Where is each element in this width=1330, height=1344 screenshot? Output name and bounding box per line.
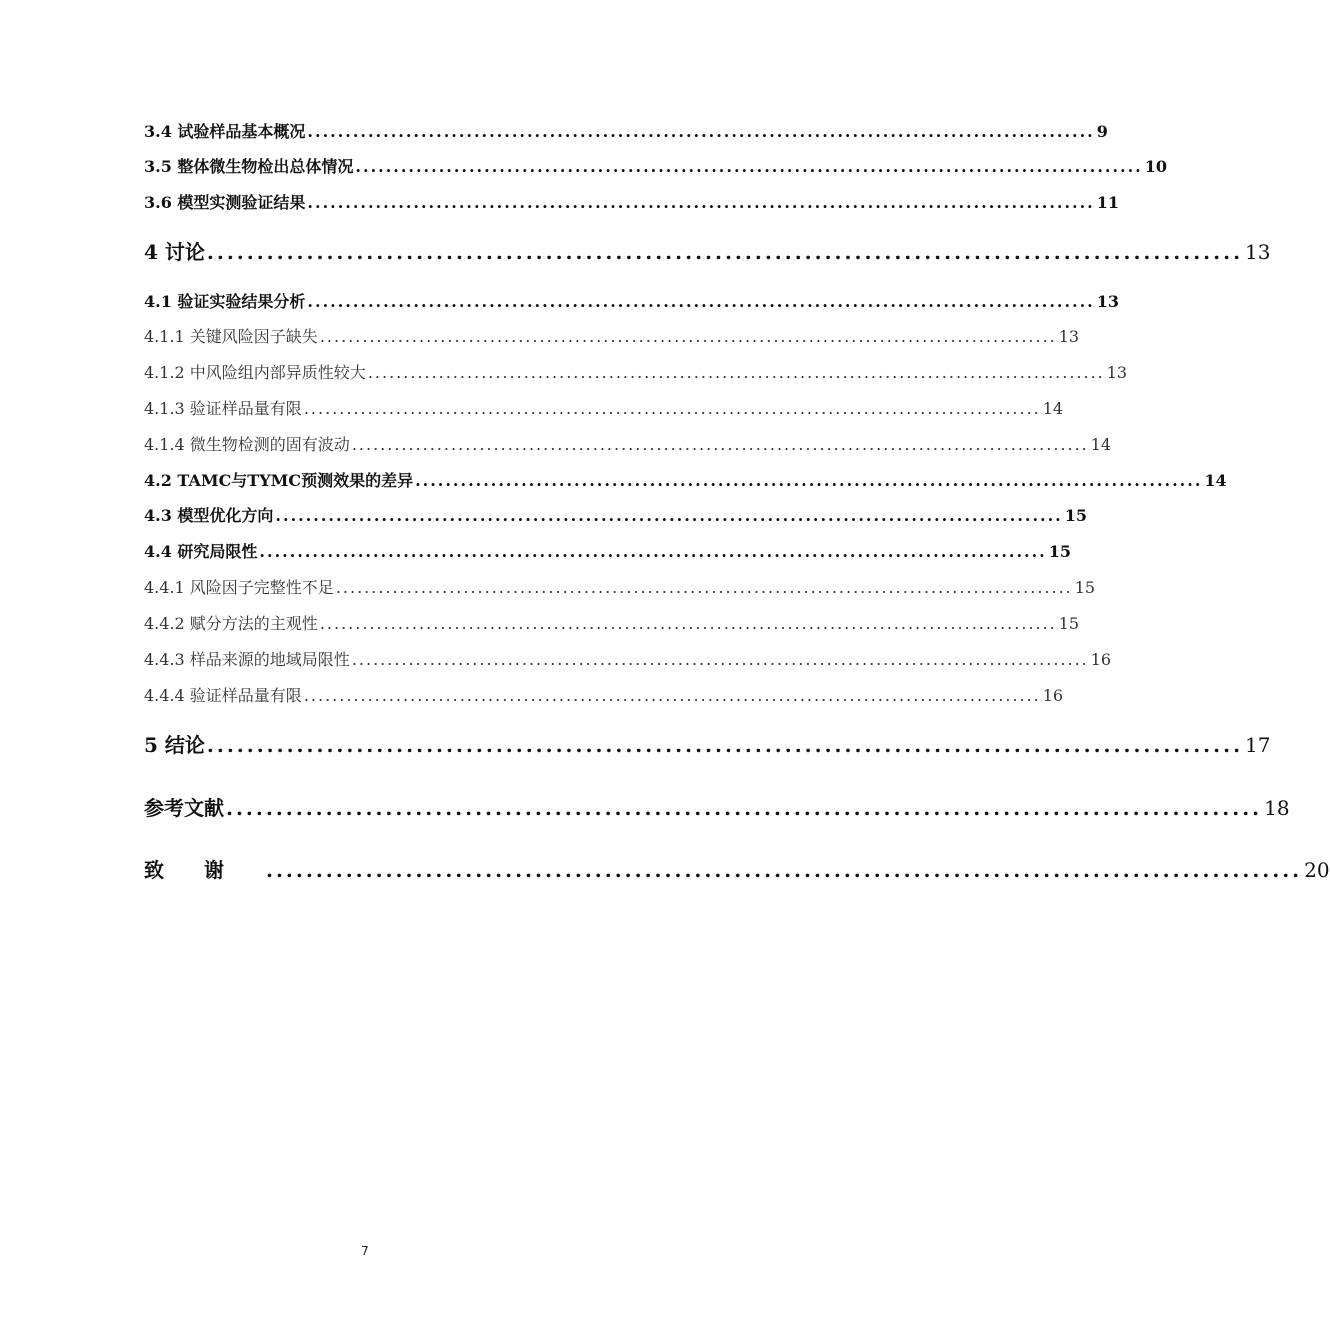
toc-entry[interactable] — [144, 792, 1290, 821]
toc-entry[interactable] — [144, 360, 1128, 383]
toc-title: 4.4 研究局限性 — [144, 542, 258, 561]
toc-page: 15 — [1058, 614, 1080, 633]
dot-leader: ........................................................................................................ — [367, 363, 1105, 382]
toc-page: 11 — [1096, 193, 1119, 212]
toc-title: 5 结论 — [144, 733, 205, 757]
dot-leader: ........................................................................................................ — [307, 122, 1095, 141]
toc-title: 3.6 模型实测验证结果 — [144, 193, 306, 212]
toc-title: 3.5 整体微生物检出总体情况 — [144, 157, 354, 176]
toc-page: 14 — [1204, 471, 1227, 490]
toc-entry[interactable] — [144, 289, 1119, 312]
toc-page: 18 — [1264, 796, 1290, 820]
dot-leader: ........................................................................................................ — [275, 506, 1063, 525]
toc-page: 16 — [1090, 650, 1112, 669]
toc-entry[interactable] — [144, 432, 1112, 455]
toc-title: 4.3 模型优化方向 — [144, 506, 274, 525]
toc-page: 13 — [1106, 363, 1128, 382]
dot-leader: ........................................................................................................ — [303, 686, 1041, 705]
toc-page: 10 — [1144, 157, 1167, 176]
toc-entry[interactable] — [144, 647, 1112, 670]
toc-title: 4.1.1 关键风险因子缺失 — [144, 327, 318, 346]
toc-entry[interactable] — [144, 683, 1064, 706]
toc-entry[interactable] — [144, 396, 1064, 419]
toc-entry[interactable] — [144, 119, 1108, 142]
dot-leader: ........................................................................................................ — [307, 193, 1095, 212]
toc-page: 14 — [1090, 435, 1112, 454]
dot-leader: ........................................................................................................ — [303, 399, 1041, 418]
toc-entry[interactable] — [144, 539, 1071, 562]
toc-title: 4 讨论 — [144, 240, 205, 264]
dot-leader: ........................................................................................................ — [319, 327, 1057, 346]
toc-page: 15 — [1048, 542, 1071, 561]
dot-leader: ........................................................................................................ — [415, 471, 1203, 490]
toc-title: 4.1.4 微生物检测的固有波动 — [144, 435, 350, 454]
toc-title: 4.1.2 中风险组内部异质性较大 — [144, 363, 366, 382]
toc-entry[interactable] — [144, 611, 1080, 634]
toc-title: 4.2 TAMC与TYMC预测效果的差异 — [144, 471, 414, 490]
toc-page: 20 — [1304, 858, 1330, 882]
page-number: 7 — [361, 1244, 369, 1258]
dot-leader: ........................................................................................................ — [259, 542, 1047, 561]
toc-entry[interactable] — [144, 190, 1119, 213]
toc-title: 4.4.4 验证样品量有限 — [144, 686, 302, 705]
toc-entry[interactable] — [144, 854, 1330, 883]
toc-page: 13 — [1245, 240, 1271, 264]
toc-entry[interactable] — [144, 236, 1271, 265]
toc-entry[interactable] — [144, 503, 1087, 526]
toc-title: 4.1.3 验证样品量有限 — [144, 399, 302, 418]
toc-title: 4.4.3 样品来源的地域局限性 — [144, 650, 350, 669]
dot-leader: ........................................................................................................ — [206, 733, 1244, 757]
toc-title: 4.4.1 风险因子完整性不足 — [144, 578, 334, 597]
toc-title: 3.4 试验样品基本概况 — [144, 122, 306, 141]
toc-title: 参考文献 — [144, 796, 224, 820]
toc-title: 4.1 验证实验结果分析 — [144, 292, 306, 311]
dot-leader: ........................................................................................................ — [351, 435, 1089, 454]
toc-entry[interactable] — [144, 575, 1096, 598]
toc-page: 14 — [1042, 399, 1064, 418]
toc-entry[interactable] — [144, 729, 1271, 758]
toc-page: 15 — [1074, 578, 1096, 597]
toc-entry[interactable] — [144, 324, 1080, 347]
toc-page: 13 — [1096, 292, 1119, 311]
dot-leader: ........................................................................................................ — [266, 858, 1303, 882]
toc-title: 致谢 — [144, 858, 264, 882]
toc-entry[interactable] — [144, 154, 1167, 177]
dot-leader: ........................................................................................................ — [226, 796, 1263, 820]
toc-page: 16 — [1042, 686, 1064, 705]
toc-page: 15 — [1064, 506, 1087, 525]
toc-entry[interactable] — [144, 468, 1227, 491]
dot-leader: ........................................................................................................ — [335, 578, 1073, 597]
toc-title: 4.4.2 赋分方法的主观性 — [144, 614, 318, 633]
dot-leader: ........................................................................................................ — [319, 614, 1057, 633]
dot-leader: ........................................................................................................ — [206, 240, 1244, 264]
toc-page: 13 — [1058, 327, 1080, 346]
toc-page: 9 — [1096, 122, 1108, 141]
dot-leader: ........................................................................................................ — [307, 292, 1095, 311]
dot-leader: ........................................................................................................ — [355, 157, 1143, 176]
dot-leader: ........................................................................................................ — [351, 650, 1089, 669]
toc-page: 17 — [1245, 733, 1271, 757]
